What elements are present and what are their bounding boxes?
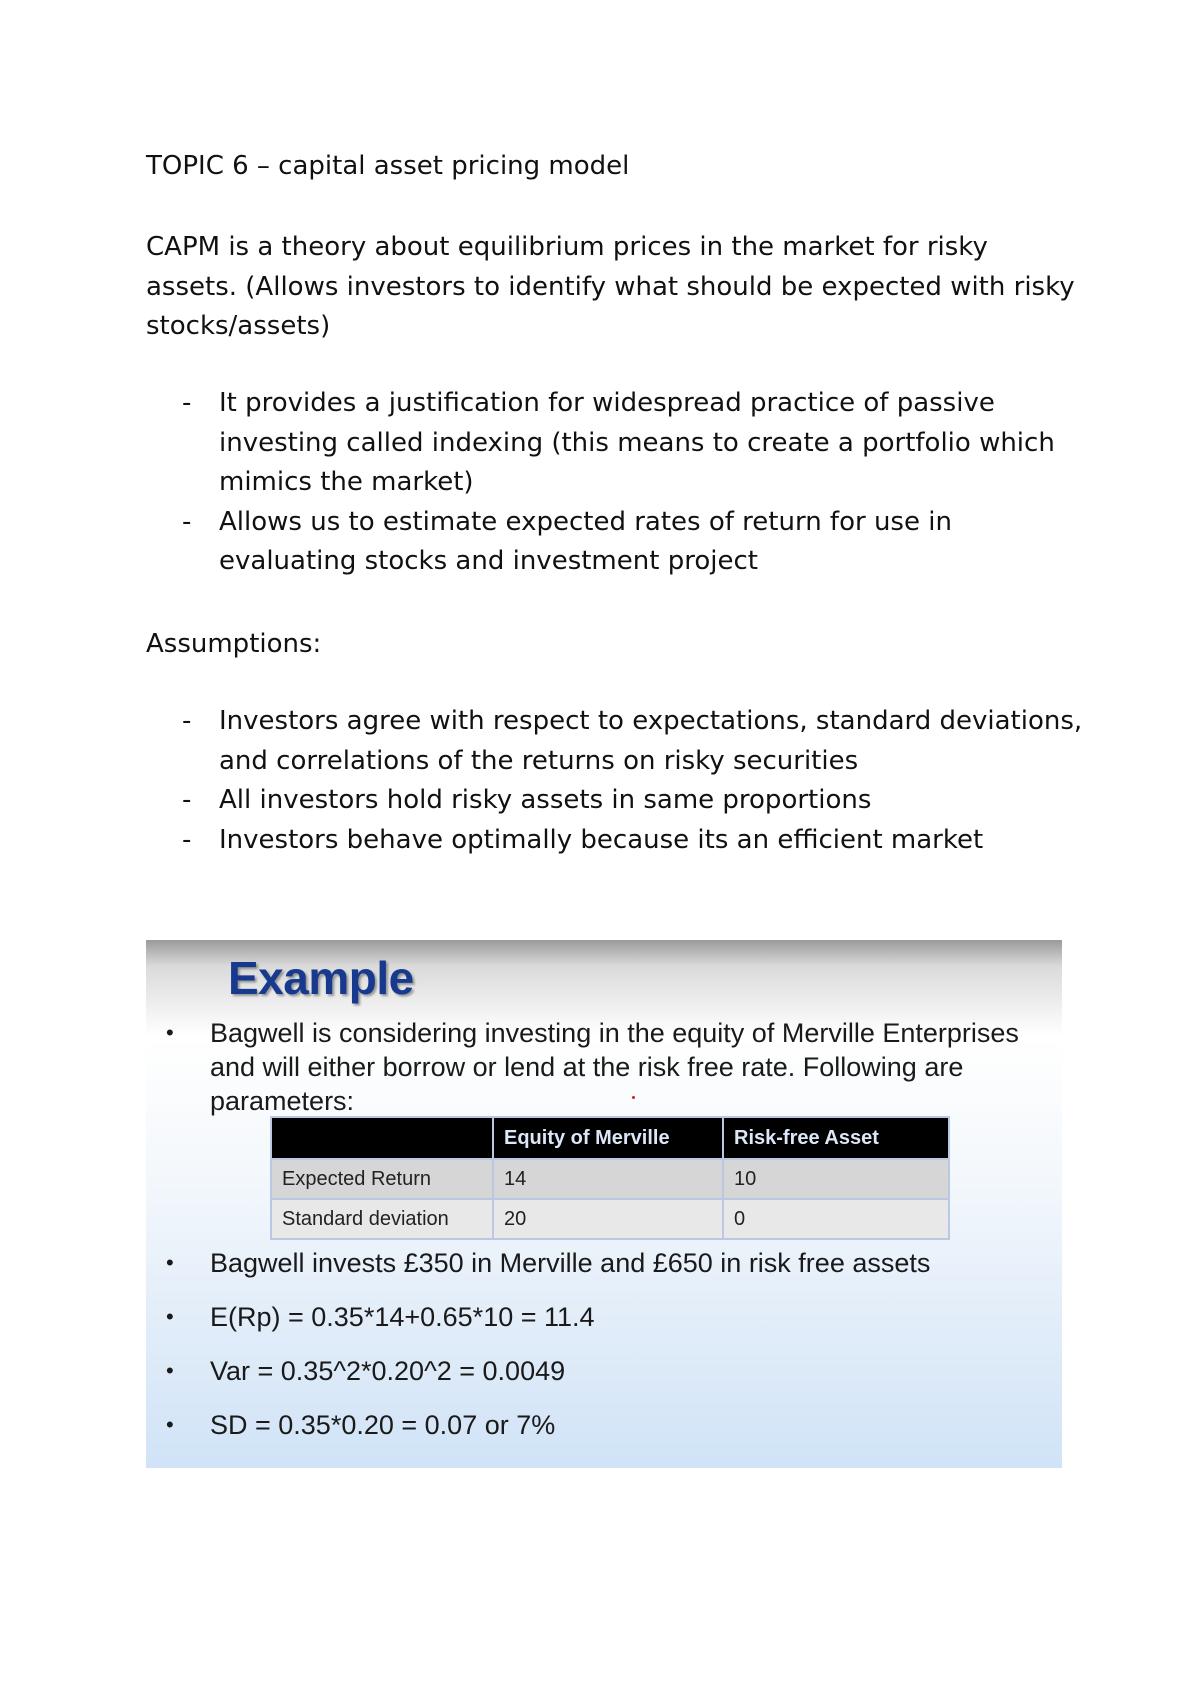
slide-bullet-text: E(Rp) = 0.35*14+0.65*10 = 11.4 (210, 1302, 595, 1332)
table-row (271, 1159, 949, 1199)
slide-bullet-text: Bagwell is considering investing in the equity of Merville Enterprises and will either borrow or lend at the risk free rate. Following are parameters: (210, 1018, 1019, 1116)
dash-marker: - (182, 506, 192, 537)
table-cell: 0 (723, 1199, 949, 1239)
parameters-table (270, 1116, 950, 1240)
table-cell: Expected Return (271, 1159, 493, 1199)
table-cell: 14 (493, 1159, 723, 1199)
table-row (271, 1199, 949, 1239)
bullet-dot-icon: • (166, 1412, 174, 1437)
table-header-cell: Risk-free Asset (723, 1117, 949, 1159)
bullet-dot-icon: • (166, 1020, 174, 1045)
stray-mark (632, 1096, 635, 1099)
bullet-dot-icon: • (166, 1304, 174, 1329)
table-cell: 10 (723, 1159, 949, 1199)
table-cell: 20 (493, 1199, 723, 1239)
bullet-dot-icon: • (166, 1358, 174, 1383)
bullet-dot-icon: • (166, 1250, 174, 1275)
page-title: TOPIC 6 – capital asset pricing model (146, 151, 630, 181)
list-item (146, 781, 1086, 821)
list-item (146, 821, 1086, 861)
slide-bullet-text: SD = 0.35*0.20 = 0.07 or 7% (210, 1410, 556, 1440)
slide-bullet-intro (166, 1016, 1050, 1118)
list-item-text: Allows us to estimate expected rates of return for use in evaluating stocks and investment project (219, 506, 952, 576)
slide-bullet-variance (166, 1354, 1050, 1388)
list-item-text: Investors agree with respect to expectations, standard deviations, and correlations of the returns on risky securities (219, 706, 1083, 776)
slide-bullet-investment (166, 1246, 1050, 1280)
slide-bullet-expected-return (166, 1300, 1050, 1334)
list-item (146, 702, 1086, 781)
dash-marker: - (182, 824, 192, 855)
table-cell: Standard deviation (271, 1199, 493, 1239)
table-header-cell (271, 1117, 493, 1159)
slide-bullet-text: Var = 0.35^2*0.20^2 = 0.0049 (210, 1356, 566, 1386)
dash-marker: - (182, 785, 192, 815)
assumptions-list (146, 702, 1086, 860)
assumptions-heading: Assumptions: (146, 629, 322, 659)
intro-paragraph: CAPM is a theory about equilibrium prices in the market for risky assets. (Allows investors to identify what should be expected with risky stocks/assets) (146, 232, 1075, 341)
list-item (146, 503, 1086, 582)
example-slide-image (146, 940, 1062, 1468)
dash-marker: - (182, 706, 192, 736)
list-item-text: It provides a justification for widespread practice of passive investing called indexing (this means to create a portfolio which mimics the market) (219, 388, 1055, 497)
dash-marker: - (182, 388, 192, 418)
table-header-cell: Equity of Merville (493, 1117, 723, 1159)
slide-bullet-text: Bagwell invests £350 in Merville and £650 in risk free assets (210, 1248, 931, 1278)
table-header-row (271, 1117, 949, 1159)
list-item (146, 384, 1086, 503)
slide-bullet-standard-deviation (166, 1408, 1050, 1442)
list-item-text: All investors hold risky assets in same proportions (219, 785, 872, 815)
purpose-list (146, 384, 1086, 582)
list-item-text: Investors behave optimally because its an efficient market (219, 824, 984, 855)
slide-title: Example (228, 952, 414, 1004)
